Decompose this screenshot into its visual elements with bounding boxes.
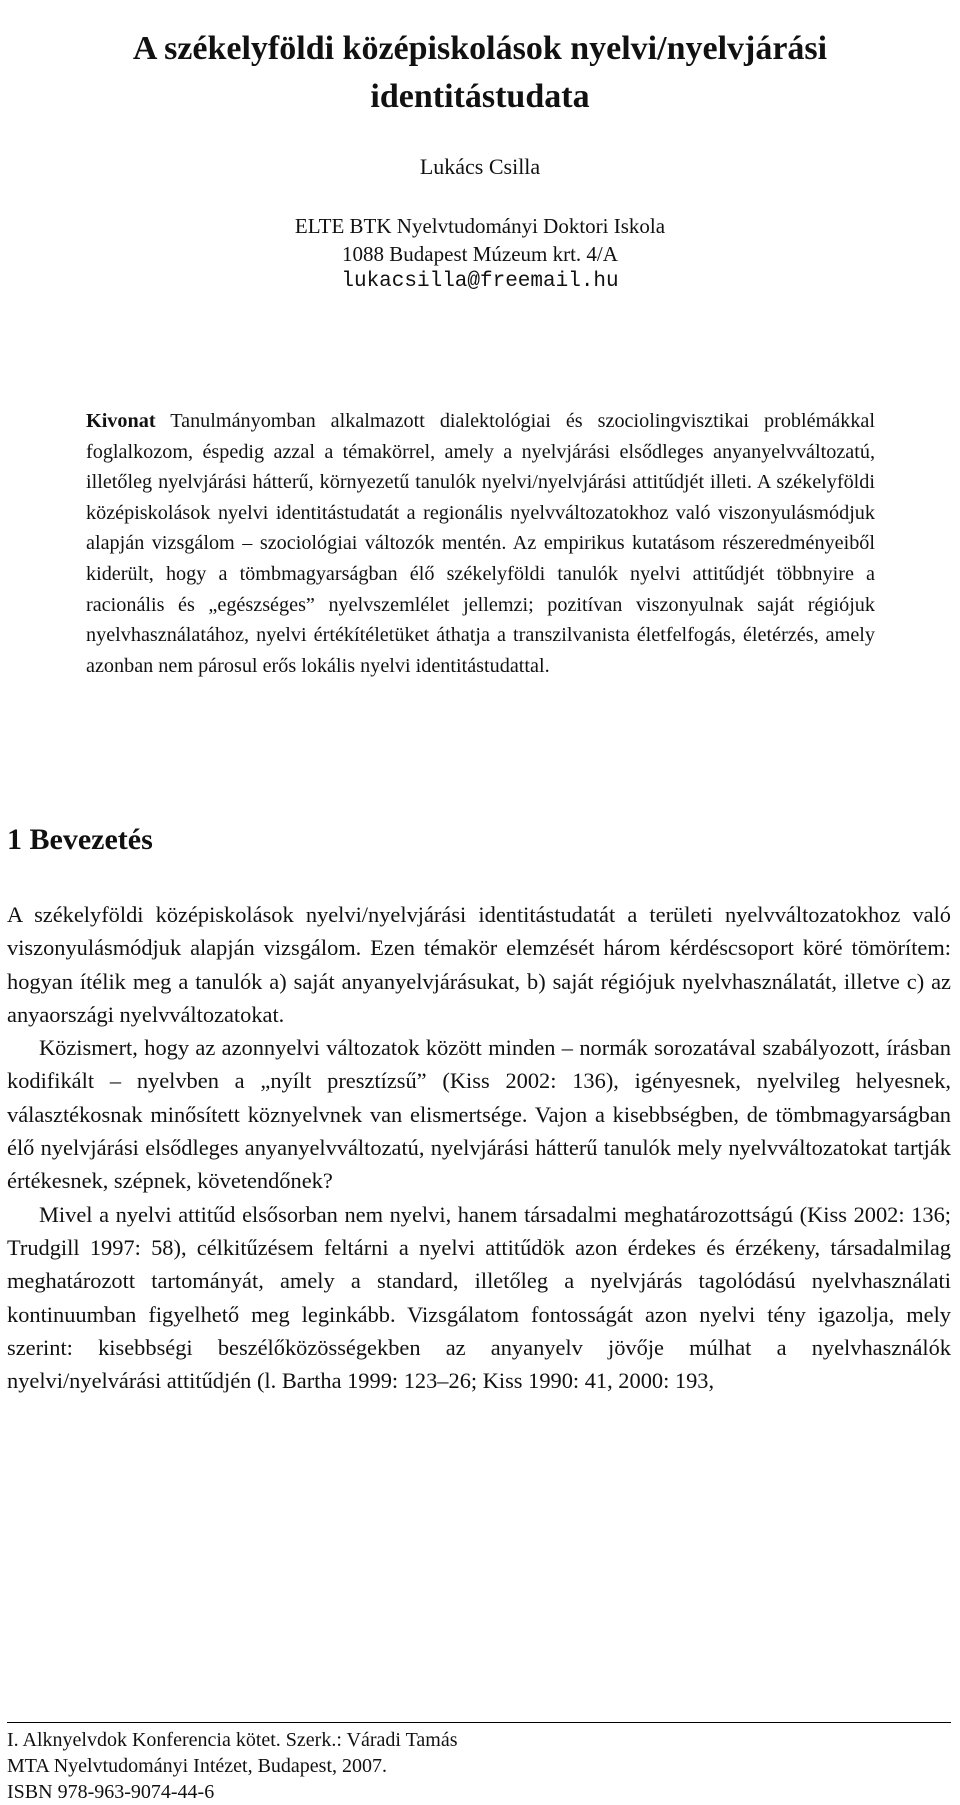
author-name: Lukács Csilla	[419, 154, 541, 179]
footer-proceedings: I. Alknyelvdok Konferencia kötet. Szerk.: Váradi Tamás	[7, 1729, 458, 1751]
abstract	[86, 406, 875, 681]
footer-isbn: ISBN 978-963-9074-44-6	[7, 1781, 215, 1803]
affiliation-block	[0, 212, 960, 296]
section-body	[7, 898, 951, 1397]
author-email: lukacsilla@freemail.hu	[341, 270, 619, 293]
affiliation-institute: ELTE BTK Nyelvtudományi Doktori Iskola	[294, 214, 666, 238]
footer-divider	[7, 1722, 951, 1723]
publication-footer	[7, 1727, 458, 1805]
footer-publisher: MTA Nyelvtudományi Intézet, Budapest, 2007.	[7, 1755, 387, 1777]
abstract-text: Tanulmányomban alkalmazott dialektológiai és szociolingvisztikai problémákkal foglalkozom, éspedig azzal a témakörrel, amely a nyelvjárási elsődleges anyanyelvváltozatú, illetőleg nyelvjárási hátterű, környezetű tanulók nyelvi/nyelvjárási attitűdjét illeti. A székelyföldi középiskolások nyelvi identitástudatát a regionális nyelvváltozatokhoz való viszonyulásmódjuk alapján vizsgálom – szociológiai változók mentén. Az empirikus kutatásom részeredményeiből kiderült, hogy a tömbmagyarságban élő székelyföldi tanulók nyelvi attitűdjét többnyire a racionális és „egészséges” nyelvszemlélet jellemzi; pozitívan viszonyulnak saját régiójuk nyelvhasználatához, nyelvi értékítéletüket áthatja a transzilvanista életfelfogás, életérzés, amely azonban nem párosul erős lokális nyelvi identitástudattal.	[86, 410, 875, 677]
body-paragraph: Mivel a nyelvi attitűd elsősorban nem nyelvi, hanem társadalmi meghatározottságú (Kiss 2002: 136; Trudgill 1997: 58), célkitűzésem feltárni a nyelvi attitűdök azon érdekes és érzékeny, társadalmilag meghatározott tartományát, amely a standard, illetőleg a nyelvjárás tagolódású nyelvhasználati kontinuumban figyelhető meg leginkább. Vizsgálatom fontosságát azon nyelvi tény igazolja, mely szerint: kisebbségi beszélőközösségekben az anyanyelv jövője múlhat a nyelvhasználók nyelvi/nyelvárási attitűdjén (l. Bartha 1999: 123–26; Kiss 1990: 41, 2000: 193,	[7, 1201, 951, 1394]
section-heading: 1 Bevezetés	[7, 823, 153, 856]
affiliation-address: 1088 Budapest Múzeum krt. 4/A	[342, 242, 618, 266]
body-paragraph: A székelyföldi középiskolások nyelvi/nyelvjárási identitástudatát a területi nyelvváltozatokhoz való viszonyulásmódjuk alapján vizsgálom. Ezen témakör elemzését három kérdéscsoport köré tömörítem: hogyan ítélik meg a tanulók a) saját anyanyelvjárásukat, b) saját régiójuk nyelvhasználatát, illetve c) az anyaországi nyelvváltozatokat.	[7, 902, 951, 1027]
paper-title: A székelyföldi középiskolások nyelvi/nyelvjárási identitástudata	[132, 29, 828, 115]
abstract-label: Kivonat	[86, 410, 156, 432]
body-paragraph: Közismert, hogy az azonnyelvi változatok között minden – normák sorozatával szabályozott, írásban kodifikált – nyelvben a „nyílt presztízsű” (Kiss 2002: 136), igényesnek, nyelvileg helyesnek, választékosnak minősített köznyelvnek van elismertsége. Vajon a kisebbségben, de tömbmagyarságban élő nyelvjárási elsődleges anyanyelvváltozatú, nyelvjárási hátterű tanulók mely nyelvváltozatokat tartják értékesnek, szépnek, követendőnek?	[7, 1035, 951, 1194]
